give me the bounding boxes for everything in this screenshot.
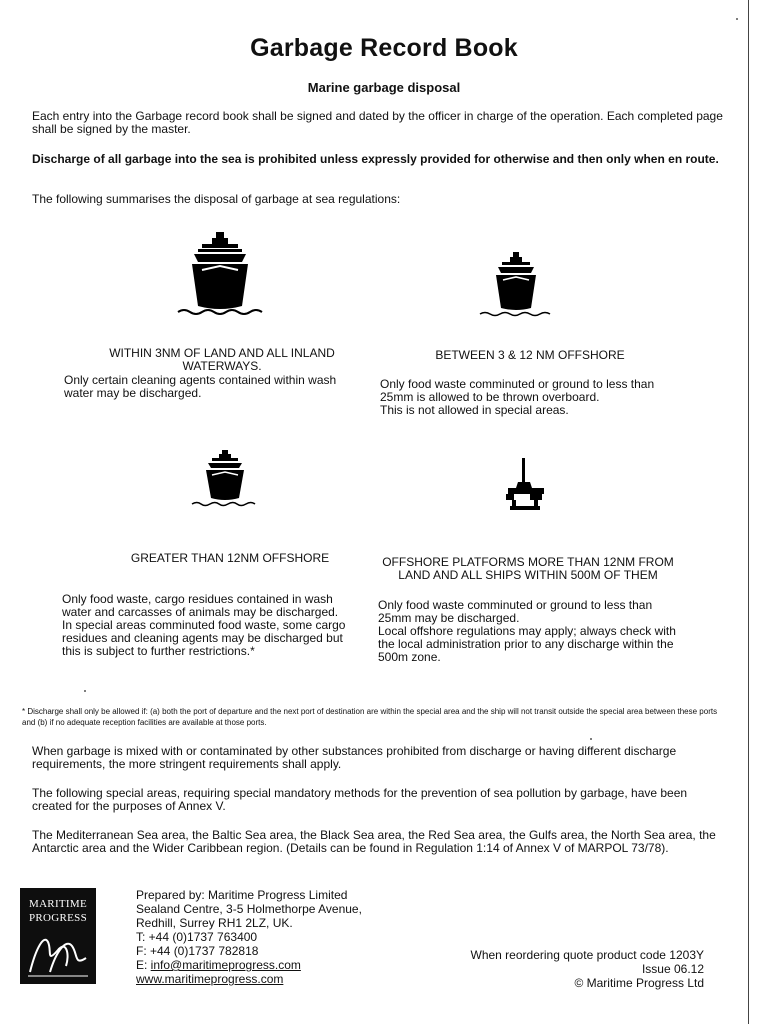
zone-text-offshore-platforms: Only food waste comminuted or ground to less than 25mm may be discharged. Local offshore regulations may apply; always check with the local administration prior to any discharge within the 500m zone. [378,598,676,664]
email-prefix: E: [136,958,151,972]
page-title: Garbage Record Book [250,34,518,62]
scan-speck [84,690,86,692]
website-link[interactable]: www.maritimeprogress.com [136,972,284,986]
intro-paragraph-signing: Each entry into the Garbage record book shall be signed and dated by the officer in charge of the operation. Each completed page shall be signed by the master. [32,109,723,136]
copyright: © Maritime Progress Ltd [574,976,704,990]
zone-heading-within-3nm: WITHIN 3NM OF LAND AND ALL INLAND WATERWAYS. [109,346,335,373]
issue-number: Issue 06.12 [641,962,704,976]
logo-wave-icon [26,928,90,978]
body-paragraph-special-areas: The following special areas, requiring special mandatory methods for the prevention of sea pollution by garbage, have been created for the purposes of Annex V. [32,786,688,813]
logo-line-1: MARITIME [28,898,87,910]
zone-heading-greater-12nm: GREATER THAN 12NM OFFSHORE [130,551,330,565]
page-subtitle: Marine garbage disposal [307,80,461,95]
scan-speck [736,18,738,20]
zone-text-greater-12nm: Only food waste, cargo residues contained in wash water and carcasses of animals may be discharged. In special areas comminuted food waste, some cargo residues and cleaning agents may be discharged but this is subject to further restrictions.* [62,592,346,658]
phone-number: T: +44 (0)1737 763400 [136,930,258,944]
body-paragraph-area-list: The Mediterranean Sea area, the Baltic Sea area, the Black Sea area, the Red Sea area, the Gulfs area, the North Sea area, the Antarctic area and the Wider Caribbean region. (Details can be found in Regulation 1:14 of Annex V of MARPOL 73/78). [32,828,716,855]
zone-heading-3-to-12nm: BETWEEN 3 & 12 NM OFFSHORE [435,348,625,362]
reorder-code: When reordering quote product code 1203Y [470,948,704,962]
maritime-progress-logo [20,888,96,984]
discharge-footnote: * Discharge shall only be allowed if: (a) both the port of departure and the next port of destination are within the special area and the ship will not transit outside the special area between these ports and (b) if no adequate reception facilities are available at those ports. [22,707,718,727]
prepared-by: Prepared by: Maritime Progress Limited [136,888,348,902]
fax-number: F: +44 (0)1737 782818 [136,944,259,958]
address-line-2: Redhill, Surrey RH1 2LZ, UK. [136,916,293,930]
medium-ship-icon [478,250,554,322]
reorder-block [471,948,705,990]
small-ship-icon [190,448,260,510]
logo-line-2: PROGRESS [28,912,88,924]
large-ship-icon [172,230,268,320]
body-paragraph-mixed-garbage: When garbage is mixed with or contaminated by other substances prohibited from discharge or having different discharge requirements, the more stringent requirements shall apply. [32,744,677,771]
zone-text-3-to-12nm: Only food waste comminuted or ground to less than 25mm is allowed to be thrown overboard. This is not allowed in special areas. [380,377,655,417]
offshore-platform-icon [500,456,550,512]
email-line [136,958,362,972]
contact-block [136,888,362,986]
scan-speck [590,738,592,740]
scan-edge-line [748,0,749,1024]
intro-paragraph-summary: The following summarises the disposal of garbage at sea regulations: [32,192,401,206]
zone-heading-offshore-platforms: OFFSHORE PLATFORMS MORE THAN 12NM FROM LAND AND ALL SHIPS WITHIN 500M OF THEM [382,555,674,582]
zone-text-within-3nm: Only certain cleaning agents contained within wash water may be discharged. [64,373,337,400]
email-link[interactable]: info@maritimeprogress.com [150,958,301,972]
address-line-1: Sealand Centre, 3-5 Holmethorpe Avenue, [136,902,362,916]
intro-paragraph-prohibition: Discharge of all garbage into the sea is prohibited unless expressly provided for otherwise and then only when en route. [32,152,719,166]
